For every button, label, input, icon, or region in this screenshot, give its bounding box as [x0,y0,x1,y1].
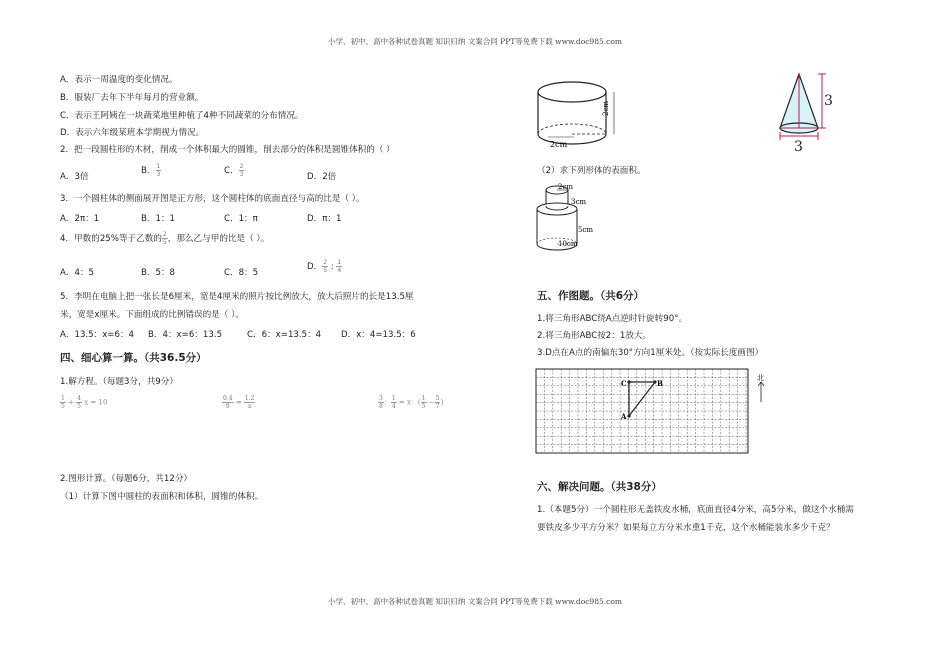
q5-option-a: A．13.5：x=6：4 [60,330,135,340]
q4-option-d: D． $\frac{2}{5}$ : $\frac{1}{4}$ [307,259,342,274]
equation-3: $\frac{3}{8}$ ： $\frac{1}{4}$ = x：( $\frac{1}{5}$ − $\frac{5}{7}$ ) [379,395,444,410]
fraction: $\frac{2}{5}$ [323,259,328,274]
figures-cylinder-cone [520,68,840,158]
q4-option-c: C．8：5 [224,268,259,278]
q3-option-b: B．1：1 [141,214,176,224]
point-b-label: B [657,379,663,388]
q2-option-c: C． $\frac{2}{3}$ [224,163,244,178]
q2-option-d: D．2倍 [307,172,337,182]
page-footer: 小学、初中、高中各种试卷真题 知识归纳 文案合同 PPT等免费下载 www.doc985.com [328,597,622,606]
cylinder-height-label: 2cm [602,100,610,116]
section4-title: 四、细心算一算。（共36.5分） [60,352,207,364]
section5-item-3: 3.D点在A点的南偏东30°方向1厘米处。（按实际长度画图） [537,348,764,358]
drawing-grid [535,368,775,458]
top-diameter-label: 2cm [558,183,574,191]
q1-option-d: D．表示六年级某班本学期视力情况。 [60,128,205,138]
cone-height-label: 3 [824,93,833,109]
section6-q1-line1: 1.（本题5分）一个圆柱形无盖铁皮水桶，底面直径4分米，高5分米，做这个水桶需 [537,505,854,515]
section4-part1: 1.解方程。（每题3分，共9分） [60,377,178,387]
q3-option-a: A．2π：1 [60,214,100,224]
q3-option-c: C．1：π [224,214,258,224]
right-q2-text: （2）求下列形体的表面积。 [537,166,646,176]
fraction: $\frac{2}{5}$ [162,231,167,246]
q5-line2: 米，宽是x厘米。下面组成的比例错误的是（ ）。 [60,310,244,320]
point-a-label: A [621,412,627,421]
q5-line1: 5．李明在电脑上把一张长是6厘米，宽是4厘米的照片按比例放大，放大后照片的长是13.5厘 [60,292,414,302]
point-c-label: C [621,379,627,388]
cylinder-figure [538,82,614,149]
north-label: 北 [757,374,764,382]
q4-option-b: B．5：8 [141,268,176,278]
page-header: 小学、初中、高中各种试卷真题 知识归纳 文案合同 PPT等免费下载 www.doc985.com [328,37,622,46]
q3-option-d: D．π：1 [307,214,342,224]
section5-item-1: 1.将三角形ABC绕A点逆时针旋转90°。 [537,314,688,324]
cone-base-label: 3 [794,139,803,155]
fraction: $\frac{2}{3}$ [239,163,244,178]
section6-q1-line2: 要铁皮多少平方分米？如果每立方分米水重1千克，这个水桶能装水多少千克？ [537,523,835,533]
fraction: $\frac{1}{3}$ [156,163,161,178]
q3-text: 3．一个圆柱体的侧面展开图是正方形，这个圆柱体的底面直径与高的比是（ ）。 [60,194,365,204]
q4-text: 4．甲数的25%等于乙数的 $\frac{2}{5}$ ，那么乙与甲的比是（ ）。 [60,231,270,246]
q2-option-a: A．3倍 [60,172,89,182]
cone-figure [780,74,833,155]
q1-option-c: C．表示王阿姨在一块蔬菜地里种植了4种不同蔬菜的分布情况。 [60,111,304,121]
section5-item-2: 2.将三角形ABC按2：1放大。 [537,331,652,341]
fraction: $\frac{1}{4}$ [337,259,342,274]
q1-option-a: A．表示一周温度的变化情况。 [60,75,178,85]
equation-2: $\frac{0.4}{9}$ = $\frac{1.2}{x}$ [223,395,255,410]
equation-1: $\frac{1}{5}$ + $\frac{4}{5}$ x = 10 [61,395,108,410]
q2-text: 2．把一段圆柱形的木材，削成一个体积最大的圆锥，削去部分的体积是圆锥体积的（ ） [60,145,395,155]
q2-option-b: B． $\frac{1}{3}$ [141,163,161,178]
section6-title: 六、解决问题。（共38分） [537,481,662,493]
bottom-diameter-label: 10cm [558,240,578,248]
section5-title: 五、作图题。（共6分） [537,290,645,302]
cylinder-diameter-label: 2cm [550,140,568,149]
q5-option-c: C．6：x=13.5：4 [247,330,322,340]
section4-part2: 2.图形计算。（每题6分，共12分） [60,474,193,484]
top-height-label: 3cm [571,198,587,206]
q1-option-b: B．服装厂去年下半年每月的营业额。 [60,93,204,103]
section4-part2-q1: （1）计算下图中圆柱的表面积和体积，圆锥的体积。 [60,492,264,502]
q5-option-d: D．x：4=13.5：6 [341,330,416,340]
q5-option-b: B．4：x=6：13.5 [148,330,223,340]
q4-option-a: A．4：5 [60,268,95,278]
combined-solid-figure [530,180,610,260]
bottom-height-label: 5cm [578,226,594,234]
